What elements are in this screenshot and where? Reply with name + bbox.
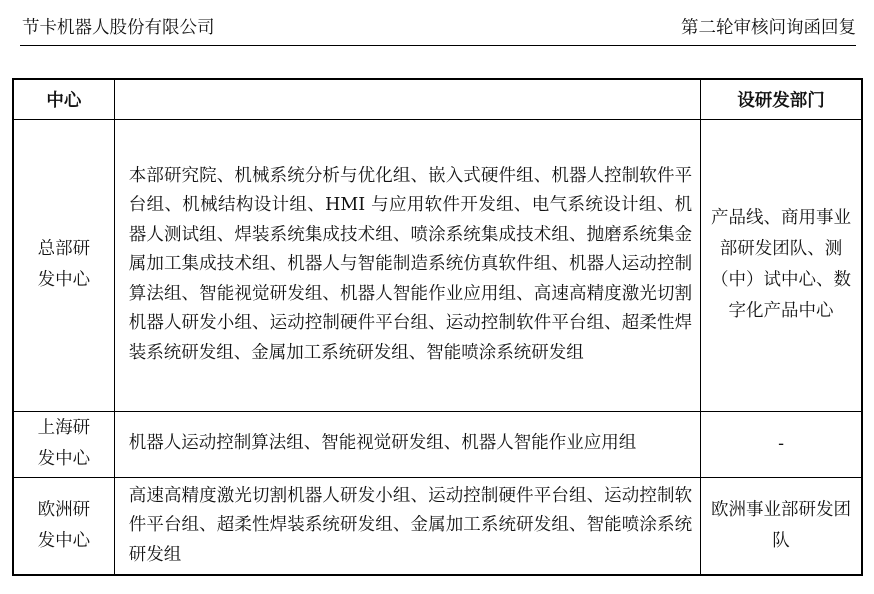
center-name-cell xyxy=(13,477,114,575)
header-divider xyxy=(20,45,856,46)
dept-cell: - xyxy=(701,411,862,477)
center-name-line: 欧洲研 xyxy=(37,499,91,520)
column-header-dept: 设研发部门 xyxy=(701,79,862,119)
table-row xyxy=(13,477,862,575)
center-name-line: 上海研 xyxy=(37,418,91,438)
column-header-center: 中心 xyxy=(13,79,114,119)
center-name-cell xyxy=(13,119,114,411)
groups-cell: 高速高精度激光切割机器人研发小组、运动控制硬件平台组、运动控制软件平台组、超柔性焊装系统研发组、金属加工系统研发组、智能喷涂系统研发组 xyxy=(114,477,700,575)
table-header-row xyxy=(13,79,862,119)
page-header xyxy=(22,14,856,44)
dept-cell: 欧洲事业部研发团队 xyxy=(701,477,862,575)
center-name-line: 发中心 xyxy=(37,270,91,290)
dept-cell: 产品线、商用事业部研发团队、测（中）试中心、数字化产品中心 xyxy=(701,119,862,411)
table-row xyxy=(13,411,862,477)
center-name-line: 发中心 xyxy=(37,530,91,551)
groups-cell: 机器人运动控制算法组、智能视觉研发组、机器人智能作业应用组 xyxy=(114,411,700,477)
groups-cell: 本部研究院、机械系统分析与优化组、嵌入式硬件组、机器人控制软件平台组、机械结构设计组、HMI 与应用软件开发组、电气系统设计组、机器人测试组、焊装系统集成技术组、喷涂系统集成技术组、抛磨系统集金属加工集成技术组、机器人与智能制造系统仿真软件组、机器人运动控制算法组、智能视觉研发组、机器人智能作业应用组、高速高精度激光切割机器人研发小组、运动控制硬件平台组、运动控制软件平台组、超柔性焊装系统研发组、金属加工系统研发组、智能喷涂系统研发组 xyxy=(114,119,700,411)
rd-center-table xyxy=(12,78,863,576)
center-name-cell xyxy=(13,411,114,477)
document-title: 第二轮审核问询函回复 xyxy=(681,18,856,38)
center-name-line: 发中心 xyxy=(37,449,91,469)
company-name: 节卡机器人股份有限公司 xyxy=(22,18,215,38)
center-name-line: 总部研 xyxy=(37,239,91,259)
table-row xyxy=(13,119,862,411)
column-header-groups xyxy=(114,79,700,119)
